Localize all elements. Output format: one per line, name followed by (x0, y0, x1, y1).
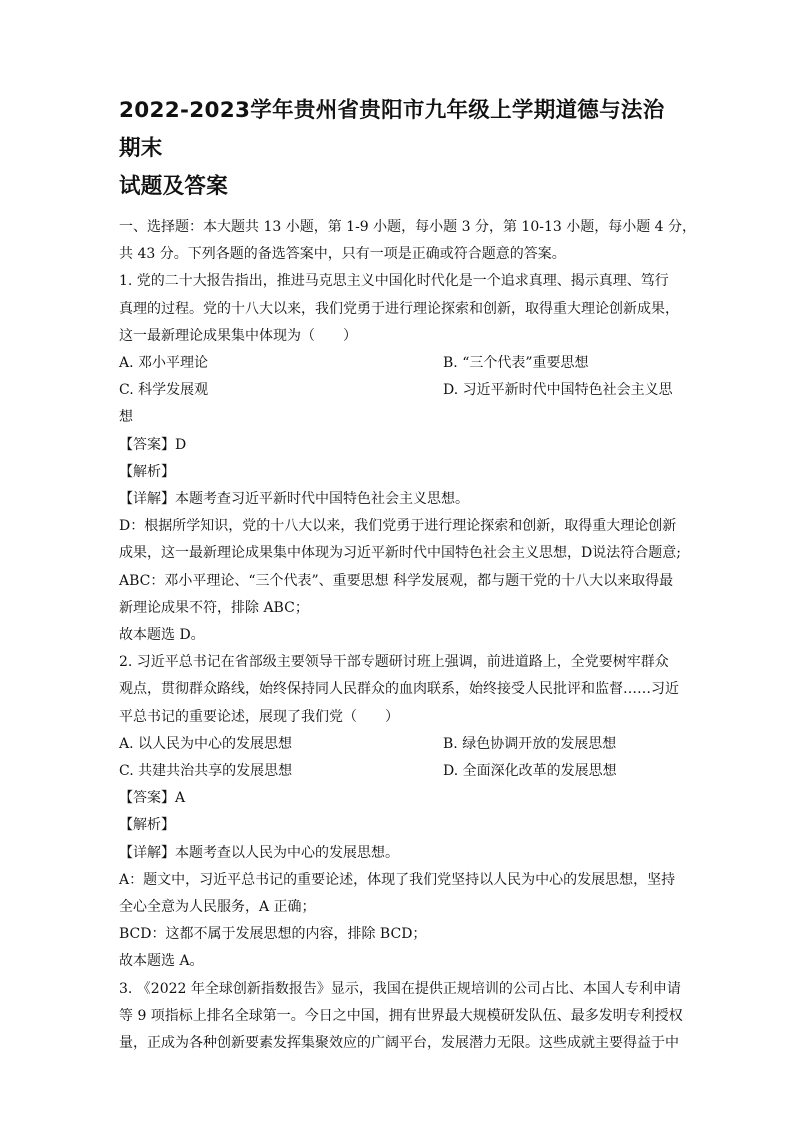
question-3-stem (119, 976, 683, 1058)
detail-line: A：题文中，习近平总书记的重要论述，体现了我们党坚持以人民为中心的发展思想，坚持 (119, 871, 676, 888)
stem-line: 1. 党的二十大报告指出，推进马克思主义中国化时代化是一个追求真理、揭示真理、笃行 (119, 273, 669, 290)
stem-line: 真理的过程。党的十八大以来，我们党勇于进行理论探索和创新，取得重大理论创新成果， (119, 300, 679, 317)
detail-line: 【详解】本题考查习近平新时代中国特色社会主义思想。 (119, 491, 469, 508)
analysis-label: 【解析】 (119, 463, 175, 480)
option-d-continuation: 想 (119, 409, 133, 426)
option-b: B. 绿色协调开放的发展思想 (443, 735, 617, 752)
options-row-1 (119, 731, 675, 758)
answer-label: 【答案】A (119, 790, 186, 807)
option-a: A. 以人民为中心的发展思想 (119, 735, 293, 752)
options-row-2 (119, 377, 675, 404)
option-d: D. 习近平新时代中国特色社会主义思 (443, 382, 673, 399)
answer-label: 【答案】D (119, 436, 187, 453)
detail-line: BCD：这都不属于发展思想的内容，排除 BCD； (119, 926, 427, 943)
instruction-line: 共 43 分。下列各题的备选答案中，只有一项是正确或符合题意的答案。 (119, 246, 566, 263)
detail-explanation (119, 840, 675, 976)
stem-line: 3. 《2022 年全球创新指数报告》显示，我国在提供正规培训的公司占比、本国人专利申请 (119, 980, 681, 997)
detail-line: ABC：邓小平理论、“三个代表”、重要思想 科学发展观，都与题干党的十八大以来取得最 (119, 572, 674, 589)
detail-explanation (119, 486, 681, 649)
option-c: C. 科学发展观 (119, 382, 209, 399)
option-a: A. 邓小平理论 (119, 355, 209, 372)
detail-line: 【详解】本题考查以人民为中心的发展思想。 (119, 844, 399, 861)
question-1 (119, 268, 681, 649)
section-instructions (119, 214, 697, 268)
stem-line: 2. 习近平总书记在省部级主要领导干部专题研讨班上强调，前进道路上，全党要树牢群众 (119, 654, 669, 671)
title-line-1: 2022-2023学年贵州省贵阳市九年级上学期道德与法治期末 (119, 98, 665, 161)
stem-line: 这一最新理论成果集中体现为（ ） (119, 327, 357, 344)
question-2 (119, 649, 679, 975)
option-b: B. “三个代表”重要思想 (443, 355, 589, 372)
instruction-line: 一、选择题：本大题共 13 小题，第 1-9 小题，每小题 3 分，第 10-13 小题，每小题 4 分， (119, 219, 697, 235)
option-c: C. 共建共治共享的发展思想 (119, 763, 293, 780)
detail-line: 故本题选 D。 (119, 627, 205, 644)
stem-line: 观点，贯彻群众路线，始终保持同人民群众的血肉联系，始终接受人民批评和监督……习近 (119, 681, 679, 698)
detail-line: 新理论成果不符，排除 ABC； (119, 599, 309, 616)
detail-line: 全心全意为人民服务，A 正确； (119, 899, 316, 916)
question-2-stem (119, 649, 679, 731)
stem-line: 量，正成为各种创新要素发挥集聚效应的广阔平台，发展潜力无限。这些成就主要得益于中 (119, 1035, 679, 1052)
options-row-1 (119, 350, 675, 377)
options-row-2 (119, 758, 675, 785)
document-title (119, 92, 675, 206)
detail-line: D：根据所学知识，党的十八大以来，我们党勇于进行理论探索和创新，取得重大理论创新 (119, 518, 677, 535)
stem-line: 等 9 项指标上排名全球第一。今日之中国，拥有世界最大规模研发队伍、最多发明专利授权 (119, 1007, 683, 1024)
detail-line: 故本题选 A。 (119, 953, 204, 970)
stem-line: 平总书记的重要论述，展现了我们党（ ） (119, 708, 399, 725)
title-line-2: 试题及答案 (119, 174, 229, 199)
document-page (119, 92, 697, 1057)
question-3 (119, 976, 683, 1058)
question-1-stem (119, 268, 679, 350)
detail-line: 成果，这一最新理论成果集中体现为习近平新时代中国特色社会主义思想，D说法符合题意; (119, 545, 681, 562)
analysis-label: 【解析】 (119, 817, 175, 834)
option-d: D. 全面深化改革的发展思想 (443, 763, 617, 780)
